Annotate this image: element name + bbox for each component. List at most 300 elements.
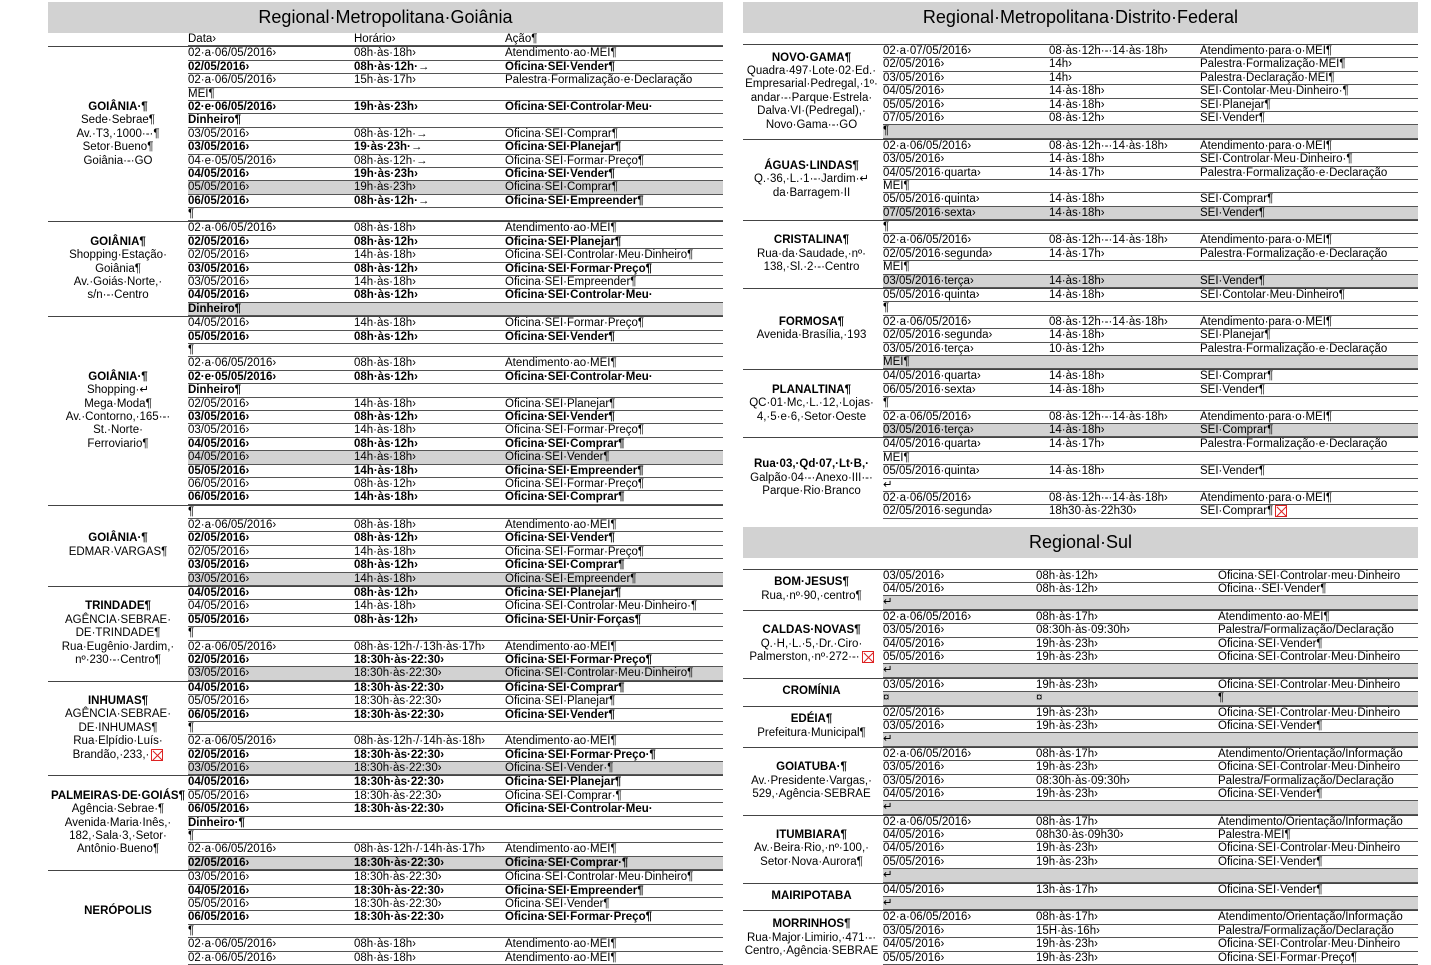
cell-time: 08h·às·12h› (354, 437, 418, 450)
cell-time: 14·às·17h› (1049, 438, 1105, 451)
table-row (188, 303, 723, 316)
cell-action: Oficina·SEI·Controlar·Meu·Dinheiro¶ (505, 667, 694, 680)
schedule-rows (188, 587, 723, 681)
table-row (883, 465, 1418, 478)
cell-date: 04/05/2016› (883, 637, 945, 650)
schedule-rows (188, 47, 723, 221)
cell-time: 19h·às·23h› (1036, 706, 1099, 719)
location-address-line: DE·INHUMAS¶ (78, 721, 158, 734)
cell-time: 14h·às·18h› (354, 600, 417, 613)
cell-time (1036, 596, 1218, 608)
location-name: CRISTALINA¶ (773, 234, 850, 247)
schedule-rows (883, 45, 1418, 139)
table-row (188, 317, 723, 330)
table-row (883, 370, 1418, 383)
cell-time: 18:30h·às·22:30› (354, 708, 445, 721)
table-row (883, 72, 1418, 85)
table-row (883, 505, 1418, 518)
cell-time: 08h·às·12h› (354, 559, 418, 572)
cell-action (505, 506, 723, 518)
cell-date: ↵ (883, 801, 893, 814)
cell-action: Oficina·SEI·Vender¶ (505, 60, 615, 73)
cell-action (1200, 125, 1418, 137)
cell-date: 02·a·06/05/2016› (188, 735, 277, 748)
cell-time: 18h30·às·22h30› (1049, 505, 1137, 518)
location-block (48, 870, 723, 951)
cell-action: SEI·Comprar¶ (1200, 370, 1274, 383)
table-row (883, 45, 1418, 58)
location-name: NERÓPOLIS (84, 904, 152, 917)
cell-action (1200, 356, 1418, 368)
location-info (743, 911, 880, 965)
schedule-rows (188, 506, 723, 586)
cell-time: 18:30h·às·22:30› (354, 871, 442, 884)
cell-action: Atendimento·ao·MEI¶ (505, 938, 617, 951)
cell-time (354, 114, 505, 126)
cell-date: ↵ (883, 478, 893, 491)
location-info (743, 884, 880, 911)
location-block (743, 910, 1418, 965)
location-address-line: Sede·Sebrae¶ (81, 114, 155, 127)
cell-date: 02/05/2016·segunda› (883, 329, 993, 342)
location-address-line: Rua,·nº·90,·centro¶ (761, 589, 862, 602)
cell-action: Atendimento·ao·MEI¶ (505, 47, 617, 60)
cell-action: Oficina·SEI·Comprar¶ (505, 181, 618, 194)
location-address-line (749, 651, 873, 664)
table-row (883, 234, 1418, 247)
cell-date: 04/05/2016› (883, 883, 945, 896)
table-row (188, 491, 723, 504)
location-address-line: Mega·Moda¶ (84, 397, 152, 410)
cell-action (1200, 452, 1418, 464)
cell-date: 04/05/2016› (883, 85, 945, 98)
cell-time: 14·às·18h› (1049, 206, 1105, 219)
table-row (188, 47, 723, 60)
broken-image-icon (151, 749, 163, 761)
table-row (883, 424, 1418, 437)
cell-time: 14·às·18h› (1049, 274, 1105, 287)
location-info (743, 748, 880, 815)
cell-time: 08·às·12h› (1049, 111, 1105, 124)
table-row (188, 114, 723, 127)
location-address-line: Av.·Goiás·Norte,· (73, 276, 163, 289)
location-name: TRINDADE¶ (85, 600, 151, 613)
table-row (188, 438, 723, 451)
table-row (883, 816, 1418, 829)
cell-date: 03/05/2016› (188, 141, 250, 154)
table-row (188, 830, 723, 843)
cell-date: 05/05/2016› (188, 789, 250, 802)
schedule-rows (188, 871, 723, 951)
table-row (883, 329, 1418, 342)
cell-date: 03/05/2016› (883, 153, 945, 166)
cell-date: 06/05/2016› (188, 491, 250, 504)
cell-action: Atendimento·ao·MEI¶ (505, 357, 617, 370)
cell-time: 08h30·às·09h30› (1036, 829, 1124, 842)
cell-date: Dinheiro¶ (188, 384, 242, 397)
cell-time: 14h·às·18h› (354, 424, 417, 437)
schedule-rows (188, 222, 723, 316)
location-address-line: Av.·Contorno,·165·-· (65, 410, 171, 423)
table-row (188, 735, 723, 748)
cell-date: 03/05/2016› (188, 410, 250, 423)
cell-action: Oficina·SEI·Controlar·Meu·Dinheiro (1218, 678, 1401, 691)
location-block (48, 775, 723, 870)
table-row (883, 884, 1418, 897)
table-row (188, 952, 723, 965)
cell-date: 04/05/2016› (188, 167, 250, 180)
cell-action (505, 208, 723, 220)
header-row (188, 33, 723, 46)
location-address-line: Parque·Rio·Branco (762, 485, 861, 498)
cell-time: 08h·às·12h› (354, 477, 417, 490)
location-info (48, 587, 188, 681)
table-row (188, 357, 723, 370)
location-address-line: andar·-·Parque·Estrela· (750, 91, 873, 104)
location-address-line: Av.·Beira·Rio,·nº·100,· (754, 842, 869, 855)
cell-action: Oficina·SEI·Formar·Preço¶ (505, 154, 645, 167)
table-row (188, 451, 723, 464)
cell-action: Oficina·SEI·Planejar¶ (505, 776, 622, 789)
table-row (883, 801, 1418, 814)
location-address-line: Av.·Presidente·Vargas,· (751, 774, 872, 787)
location-info (743, 370, 880, 437)
location-address-line: 182,·Sala·3,·Setor· (69, 830, 167, 843)
cell-action: Palestra·Formalização·e·Declaração (1200, 438, 1388, 451)
cell-action: Oficina·SEI·Controlar·Meu·Dinheiro (1218, 938, 1401, 951)
table-row (188, 938, 723, 951)
schedule-rows (883, 221, 1418, 288)
cell-date: 06/05/2016› (188, 708, 250, 721)
cell-time: 08h·às·12h› (1036, 569, 1099, 582)
cell-time (1036, 664, 1218, 676)
location-info (48, 317, 188, 504)
cell-date: 04/05/2016› (188, 289, 250, 302)
cell-action: Palestra/Formalização/Declaração (1218, 774, 1394, 787)
cell-time: 19h·às·23h› (1036, 938, 1099, 951)
table-row (883, 343, 1418, 356)
cell-action: Oficina·SEI·Formar·Preço¶ (505, 317, 645, 330)
cell-date: 03/05/2016› (188, 262, 250, 275)
cell-date: 02·a·06/05/2016› (883, 815, 972, 828)
cell-action: ¶ (1218, 692, 1225, 705)
table-row (883, 261, 1418, 274)
cell-time (354, 627, 505, 639)
cell-time: 19h·às·23h› (354, 181, 417, 194)
location-info (743, 140, 880, 220)
table-row (188, 587, 723, 600)
region-title-sul: Regional·Sul (743, 527, 1418, 558)
cell-date: 03/05/2016› (883, 761, 945, 774)
table-row (188, 573, 723, 586)
cell-action: Oficina·SEI·Formar·Preço¶ (505, 262, 652, 275)
cell-date: 06/05/2016› (188, 477, 250, 490)
cell-time: 08h·às·12h› (354, 262, 418, 275)
cell-action: SEI·Contolar·Meu·Dinheiro·¶ (1200, 85, 1349, 98)
location-block (48, 221, 723, 316)
cell-time: 08·às·12h·-·14·às·18h› (1049, 234, 1168, 247)
cell-time (354, 88, 505, 100)
table-row (188, 546, 723, 559)
cell-date: 02·a·06/05/2016› (883, 747, 972, 760)
cell-time: 18:30h·às·22:30› (354, 748, 445, 761)
schedule-rows (883, 289, 1418, 369)
table-row (188, 898, 723, 911)
cell-action: Oficina·SEI·Vender¶ (505, 898, 610, 910)
location-name: GOIÂNIA·¶ (88, 100, 148, 113)
cell-date: 03/05/2016› (883, 71, 945, 84)
table-row (188, 519, 723, 532)
cell-time: 08h·às·17h› (1036, 747, 1099, 760)
cell-action: Atendimento/Orientação/Informação (1218, 747, 1403, 760)
cell-date: 02·a·06/05/2016› (883, 911, 972, 924)
table-row (883, 248, 1418, 261)
location-name: PALMEIRAS·DE·GOIÁS¶ (51, 789, 185, 802)
location-address-line: Rua·Major·Limirio,·471·-· (746, 931, 877, 944)
location-address-line: da·Barragem·II (772, 186, 851, 199)
cell-time: 08·às·12h·-·14·às·18h› (1049, 410, 1168, 423)
cell-action: Oficina·SEI·Empreender¶ (505, 572, 637, 585)
cell-date: 04/05/2016› (188, 587, 250, 600)
location-name: FORMOSA¶ (778, 315, 845, 328)
cell-date: 02·a·06/05/2016› (188, 357, 277, 370)
cell-action (1200, 261, 1418, 273)
cell-action: Oficina·SEI·Formar·Preço¶ (505, 477, 645, 490)
cell-date: 05/05/2016› (188, 898, 250, 910)
cell-action: Oficina·SEI·Vender¶ (505, 167, 615, 180)
cell-action (505, 722, 723, 734)
cell-time: 19h·às·23h› (1036, 651, 1099, 664)
location-address-line: Q.·36,·L.·1·-·Jardim·↵ (753, 173, 870, 186)
location-name: MAIRIPOTABA (771, 890, 852, 903)
location-name: MORRINHOS¶ (772, 918, 851, 931)
cell-time: 08h·às·17h› (1036, 911, 1099, 924)
location-block (743, 747, 1418, 815)
cell-time: 18:30h·às·22:30› (354, 911, 445, 924)
table-row (883, 788, 1418, 801)
cell-date: ¶ (188, 208, 195, 221)
cell-date: ↵ (883, 869, 893, 882)
cell-time: 08h·às·18h› (354, 951, 417, 964)
table-row (188, 88, 723, 101)
table-row (188, 371, 723, 384)
cell-time: 08·às·12h·-·14·às·18h› (1049, 45, 1168, 57)
table-row (883, 140, 1418, 153)
cell-action: Oficina·SEI·Controlar·Meu·Dinheiro (1218, 706, 1401, 719)
cell-action: Oficina·SEI·Vender¶ (505, 330, 615, 343)
cell-action (1200, 479, 1418, 491)
cell-date: 06/05/2016› (188, 803, 250, 816)
cell-time (354, 208, 505, 220)
cell-date: 03/05/2016› (883, 719, 945, 732)
table-row (883, 638, 1418, 651)
cell-date: 03/05/2016› (883, 624, 945, 637)
cell-time (1049, 452, 1200, 464)
cell-time: 08h·às·12h› (354, 289, 418, 302)
location-address-line: Novo·Gama·-·GO (765, 118, 858, 131)
cell-action: SEI·Vender¶ (1200, 383, 1265, 396)
location-block (48, 316, 723, 504)
cell-action: SEI·Planejar¶ (1200, 329, 1271, 342)
location-name: CALDAS·NOVAS¶ (762, 624, 861, 637)
cell-date: 05/05/2016› (883, 951, 945, 964)
cell-date: 02/05/2016› (188, 397, 250, 410)
cell-date: 04·e·05/05/2016› (188, 154, 277, 167)
cell-date: 02·a·06/05/2016› (883, 234, 972, 247)
cell-date: ¶ (188, 721, 195, 734)
cell-time (1049, 180, 1200, 192)
location-name: ÁGUAS·LINDAS¶ (764, 159, 859, 172)
cell-date: 04/05/2016› (883, 938, 945, 951)
cell-time: 14h·às·18h› (354, 317, 417, 330)
cell-action: Palestra/Formalização/Declaração (1218, 924, 1394, 937)
cell-date: 03/05/2016·terça› (883, 342, 974, 355)
cell-action: Atendimento·ao·MEI¶ (505, 640, 617, 653)
cell-time: 19h·às·23h› (1036, 787, 1099, 800)
cell-time: 14·às·18h› (1049, 423, 1105, 436)
location-address-line: s/n·-·Centro (87, 289, 149, 302)
cell-time (1049, 397, 1200, 409)
location-name: Rua·03,·Qd·07,·Lt·B,· (754, 458, 869, 471)
table-row (883, 938, 1418, 951)
table-row (883, 733, 1418, 746)
cell-time (354, 384, 505, 396)
table-row (188, 155, 723, 168)
cell-date: 02/05/2016› (188, 545, 250, 558)
table-row (188, 843, 723, 856)
cell-date: 02/05/2016› (188, 748, 250, 761)
table-row (883, 624, 1418, 637)
goiania-blocks (48, 46, 723, 965)
location-name: ITUMBIARA¶ (776, 829, 847, 842)
cell-date: 04/05/2016› (883, 583, 945, 596)
cell-action: Oficina·SEI·Formar·Preço¶ (1218, 951, 1358, 964)
cell-date: 06/05/2016·sexta› (883, 383, 976, 396)
cell-time (1049, 261, 1200, 273)
location-address-line: Avenida·Maria·Inês,· (64, 816, 172, 829)
cell-action: Oficina·SEI·Vender·¶ (505, 762, 614, 775)
table-row (188, 600, 723, 613)
df-blocks (743, 44, 1418, 519)
location-address-line: 4,·5·e·6,·Setor·Oeste (756, 410, 867, 423)
table-row (188, 101, 723, 114)
cell-action: Oficina·SEI·Controlar·Meu·Dinheiro (1218, 651, 1401, 664)
cell-action: Atendimento·ao·MEI¶ (505, 843, 617, 856)
cell-date: 03/05/2016› (188, 667, 250, 680)
cell-time (1036, 733, 1218, 745)
schedule-rows (188, 952, 723, 965)
location-address-line: Centro,·Agência·SEBRAE (744, 944, 879, 957)
cell-time: 08h·às·12h·→ (354, 127, 428, 140)
cell-date: ¶ (188, 627, 195, 640)
cell-time (1049, 302, 1200, 314)
cell-action: Oficina·SEI·Formar·Preço¶ (505, 653, 652, 666)
cell-action: Oficina·SEI·Formar·Preço¶ (505, 424, 645, 437)
cell-action: Oficina·SEI·Empreender¶ (505, 884, 644, 897)
cell-time: 08h·às·18h› (354, 938, 417, 951)
table-row (188, 398, 723, 411)
table-row (188, 74, 723, 87)
table-row (883, 925, 1418, 938)
cell-date: 02/05/2016› (188, 856, 250, 869)
cell-date: 02·a·07/05/2016› (883, 45, 972, 57)
cell-date: 02·a·06/05/2016› (188, 843, 277, 856)
cell-action: SEI·Contolar·Meu·Dinheiro¶ (1200, 289, 1345, 302)
cell-action (505, 88, 723, 100)
cell-time: 19·às·23h·→ (354, 141, 423, 154)
table-row (883, 707, 1418, 720)
location-info (743, 611, 880, 678)
table-row (883, 664, 1418, 677)
cell-date: 02·e·05/05/2016› (188, 370, 277, 383)
cell-date: 04/05/2016·quarta› (883, 166, 981, 179)
table-row (883, 384, 1418, 397)
cell-time: ¤ (1036, 692, 1043, 705)
cell-action (505, 817, 723, 829)
cell-time (354, 344, 505, 356)
table-row (188, 776, 723, 789)
table-row (883, 842, 1418, 855)
cell-time: 08h·às·12h› (354, 235, 418, 248)
cell-action (505, 114, 723, 126)
table-row (188, 762, 723, 775)
cell-action: Oficina·SEI·Comprar·¶ (505, 789, 622, 802)
location-info (48, 47, 188, 221)
table-row (188, 885, 723, 898)
cell-date: ↵ (883, 897, 893, 910)
location-block (743, 706, 1418, 747)
cell-action: Oficina·SEI·Formar·Preço¶ (505, 911, 652, 924)
table-row (883, 911, 1418, 924)
cell-date: 02·a·06/05/2016› (883, 610, 972, 623)
cell-date: 04/05/2016·quarta› (883, 438, 981, 451)
cell-action: Atendimento/Orientação/Informação (1218, 911, 1403, 924)
cell-time: 08h·às·12h·→ (354, 60, 430, 73)
location-block (743, 288, 1418, 369)
location-block (743, 44, 1418, 139)
cell-time: 08h·às·12h› (354, 532, 418, 545)
table-row (188, 263, 723, 276)
cell-time: 08h·às·12h·/·14h·às·17h› (354, 843, 486, 856)
cell-date: 05/05/2016·quinta› (883, 289, 980, 302)
cell-time: 08h·às·12h·→ (354, 154, 428, 167)
table-row (883, 775, 1418, 788)
table-row (188, 709, 723, 722)
cell-action: Atendimento·para·o·MEI¶ (1200, 410, 1333, 423)
schedule-rows (883, 611, 1418, 678)
cell-date: ¶ (883, 125, 890, 138)
location-block (743, 437, 1418, 518)
location-address-line: Empresarial·Pedregal,·1º· (745, 78, 878, 91)
cell-date: 04/05/2016› (188, 776, 250, 789)
location-address-line: Galpão·04·-·Anexo·III·-· (750, 471, 873, 484)
cell-action: Oficina·SEI·Formar·Preço¶ (505, 545, 645, 558)
cell-action: Oficina·SEI·Planejar¶ (505, 141, 622, 154)
schedule-rows (883, 707, 1418, 747)
table-row (188, 857, 723, 870)
cell-date: ¶ (188, 505, 195, 518)
cell-action: Oficina·SEI·Empreender¶ (505, 276, 637, 289)
cell-time: 19h·às·23h› (1036, 855, 1099, 868)
cell-time: 08:30h·às·09:30h› (1036, 774, 1130, 787)
table-row (883, 356, 1418, 369)
column-headers (188, 33, 723, 46)
table-row (883, 112, 1418, 125)
location-info (48, 776, 188, 870)
cell-time: 08h·às·12h› (354, 330, 418, 343)
cell-action: Oficina·SEI·Empreender¶ (505, 464, 644, 477)
cell-date: MEI¶ (883, 261, 910, 274)
